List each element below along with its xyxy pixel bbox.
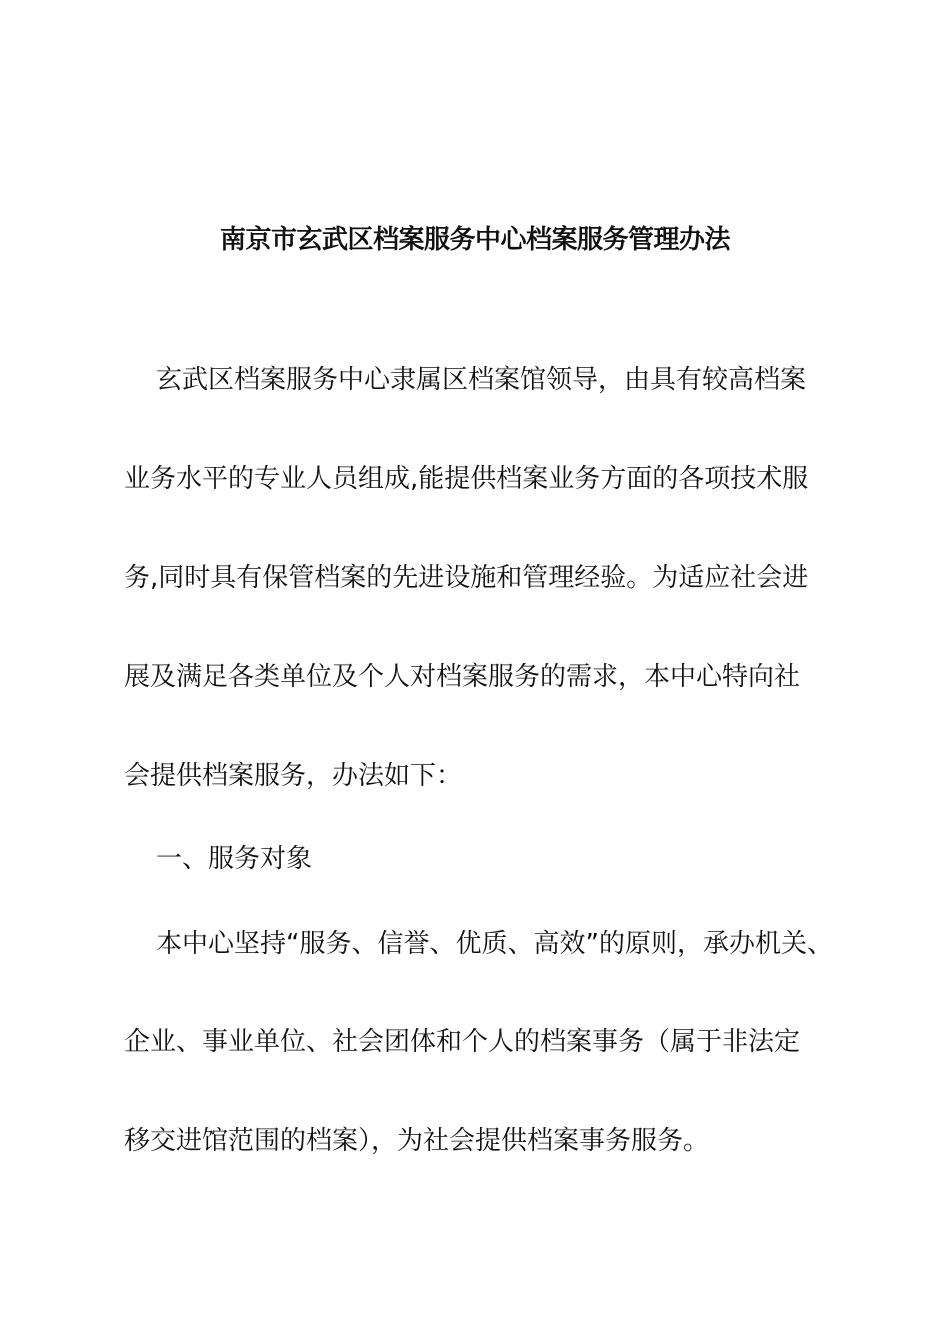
- paragraph-2-line-2: 企业、事业单位、社会团体和个人的档案事务（属于非法定: [124, 1027, 801, 1057]
- paragraph-1-line-1: 玄武区档案服务中心隶属区档案馆领导，由具有较高档案: [156, 365, 807, 395]
- paragraph-2-line-1: 本中心坚持“服务、信誉、优质、高效”的原则，承办机关、: [156, 929, 833, 959]
- paragraph-2-line-3: 移交进馆范围的档案），为社会提供档案事务服务。: [124, 1126, 710, 1156]
- document-title: 南京市玄武区档案服务中心档案服务管理办法: [219, 225, 730, 255]
- paragraph-1-line-2: 业务水平的专业人员组成,能提供档案业务方面的各项技术服: [124, 464, 809, 494]
- paragraph-1-line-5: 会提供档案服务，办法如下：: [124, 761, 463, 791]
- paragraph-1-line-4: 展及满足各类单位及个人对档案服务的需求，本中心特向社: [124, 662, 801, 692]
- paragraph-1-line-3: 务,同时具有保管档案的先进设施和管理经验。为适应社会进: [124, 563, 809, 593]
- section-1-heading: 一、服务对象: [156, 844, 313, 874]
